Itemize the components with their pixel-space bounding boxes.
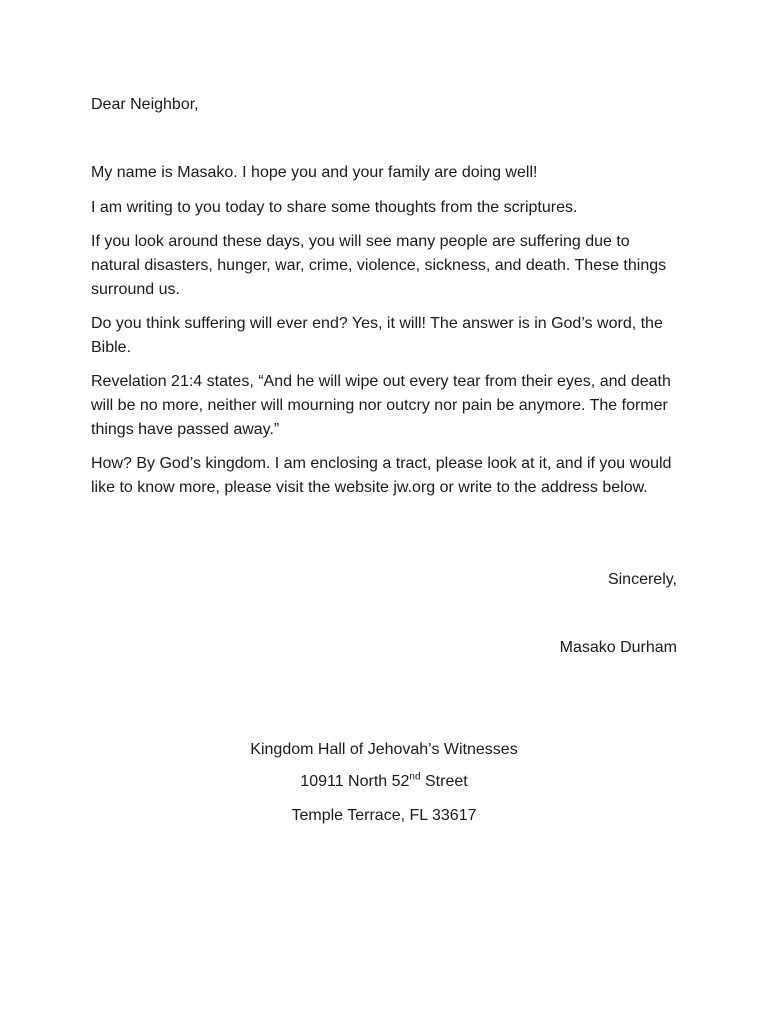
address-city-line: Temple Terrace, FL 33617 — [291, 807, 477, 824]
paragraph-scripture-quote: Revelation 21:4 states, “And he will wipe out every tear from their eyes, and death will be no more, neither will mourning nor outcry nor pain be anymore. The former things have passed away.” — [91, 373, 671, 438]
address-street-suffix: nd — [409, 771, 421, 783]
signature-name: Masako Durham — [559, 639, 677, 656]
address-name: Kingdom Hall of Jehovah’s Witnesses — [250, 741, 518, 758]
salutation: Dear Neighbor, — [91, 96, 199, 113]
address-street-name: Street — [420, 773, 468, 790]
address-street-number: 10911 North 52 — [300, 773, 410, 790]
paragraph-purpose: I am writing to you today to share some thoughts from the scriptures. — [91, 199, 578, 216]
address-street — [0, 770, 768, 794]
paragraph-invitation: How? By God’s kingdom. I am enclosing a tract, please look at it, and if you would like to know more, please visit the website jw.org or write to the address below. — [91, 455, 672, 496]
closing: Sincerely, — [607, 571, 677, 588]
paragraph-introduction: My name is Masako. I hope you and your family are doing well! — [91, 164, 538, 181]
paragraph-question: Do you think suffering will ever end? Yes, it will! The answer is in God’s word, the Bible. — [91, 315, 663, 356]
paragraph-suffering: If you look around these days, you will see many people are suffering due to natural disasters, hunger, war, crime, violence, sickness, and death. These things surround us. — [91, 233, 667, 298]
